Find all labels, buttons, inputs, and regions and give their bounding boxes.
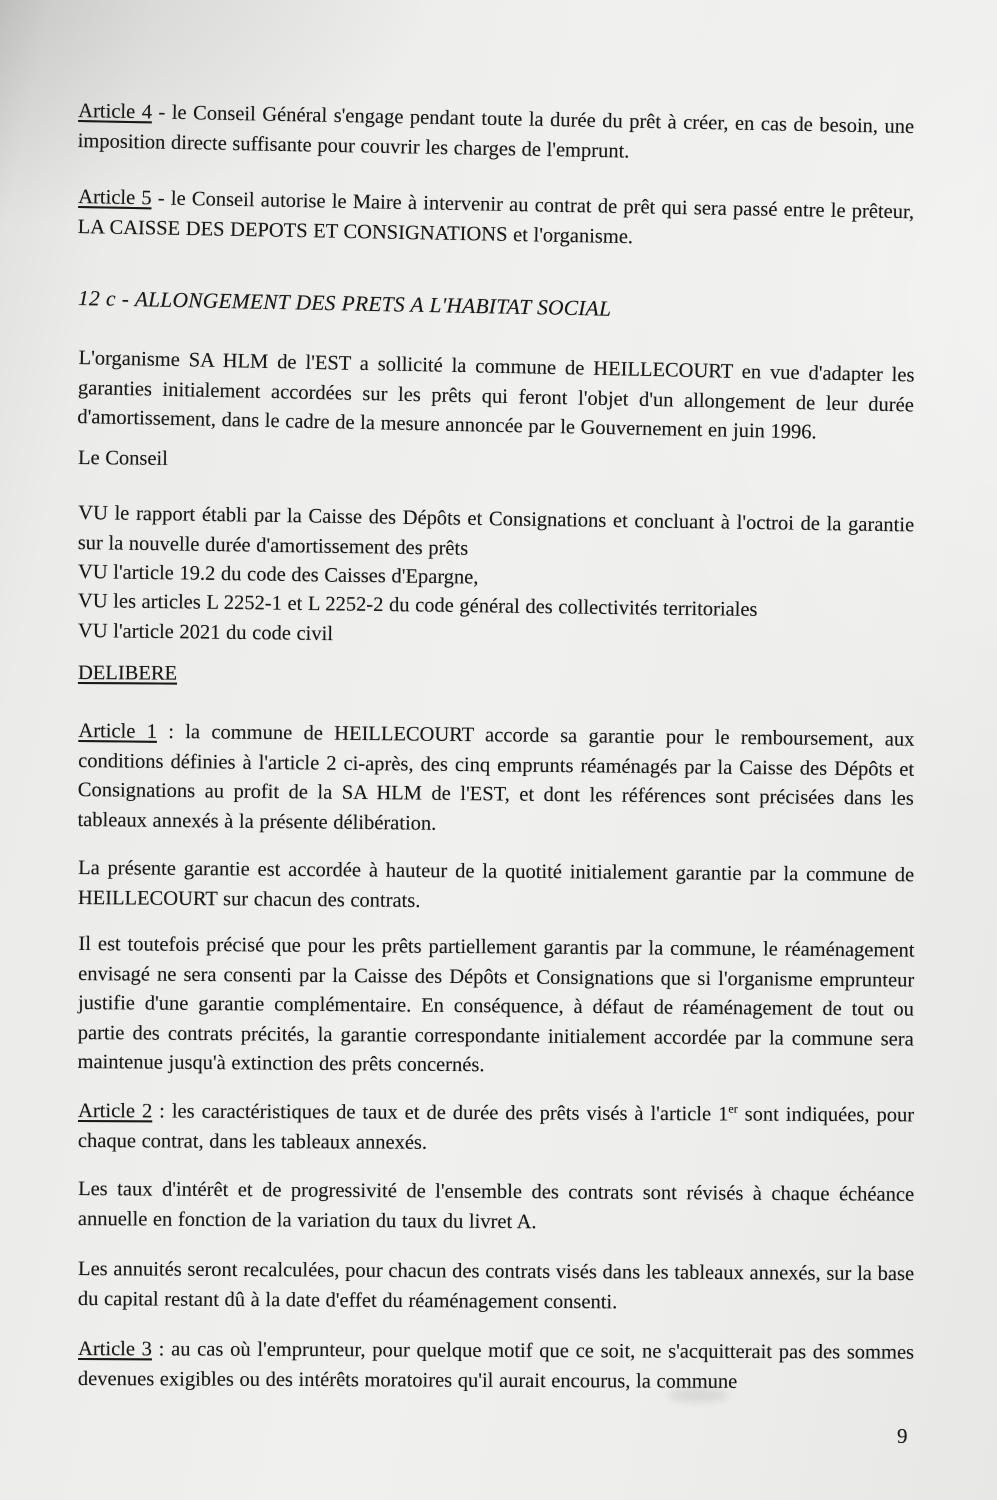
- paragraph-toutefois: Il est toutefois précisé que pour les prêts partiellement garantis par la commune, le réaménagement envisagé ne sera consenti par la Caisse des Dépôts et Consignations que si l'organisme emprunteur justifie d'une garantie complémentaire. En conséquence, à défaut de réaménagement de tout ou partie des contrats précités, la garantie correspondante initialement accordée par la commune sera maintenue jusqu'à extinction des prêts concernés.: [77, 932, 915, 1076]
- article-2-superscript: er: [728, 1101, 738, 1116]
- article-3-text: : au cas où l'emprunteur, pour quelque motif que ce soit, ne s'acquitterait pas des sommes devenues exigibles ou des intérêts moratoires qu'il aurait encourus, la commune: [77, 1338, 915, 1393]
- article-2-text-before-sup: : les caractéristiques de taux et de durée des prêts visés à l'article 1: [152, 1100, 729, 1126]
- paragraph-article-3: [78, 1335, 914, 1398]
- document-content: [78, 97, 914, 1394]
- paragraph-annuites: Les annuités seront recalculées, pour chacun des contrats visés dans les tableaux annexés, sur la base du capital restant dû à la date d'effet du réaménagement consenti.: [77, 1258, 915, 1313]
- paragraph-taux: Les taux d'intérêt et de progressivité de l'ensemble des contrats sont révisés à chaque échéance annuelle en fonction de la variation du taux du livret A.: [77, 1178, 915, 1233]
- paragraph-article-1: [77, 717, 914, 844]
- paragraph-article-4: [77, 97, 914, 172]
- paragraph-intro: L'organisme SA HLM de l'EST a sollicité la commune de HEILLECOURT en vue d'adapter les garanties initialement accordées sur les prêts qui feront l'objet d'un allongement de leur durée d'amortissement, dans le cadre de la mesure annoncée par le Gouvernement en juin 1996.: [77, 346, 915, 443]
- paragraph-garantie-quotite: La présente garantie est accordée à hauteur de la quotité initialement garantie par la commune de HEILLECOURT sur chacun des contrats.: [77, 856, 915, 911]
- delibere-heading: DELIBERE: [77, 662, 178, 685]
- article-2-label: Article 2: [78, 1100, 153, 1123]
- article-1-text: : la commune de HEILLECOURT accorde sa garantie pour le remboursement, aux conditions définies à l'article 2 ci-après, des cinq emprunts réaménagés par la Caisse des Dépôts et Consignations au profit de la SA HLM de l'EST, et dont les références sont précisées dans les tableaux annexés à la présente délibération.: [77, 720, 915, 834]
- article-4-label: Article 4: [78, 100, 153, 124]
- vu-item: VU l'article 2021 du code civil: [77, 619, 334, 645]
- article-2-text-after-sup: sont indiquées, pour chaque contrat, dans les tableaux annexés.: [77, 1103, 915, 1154]
- article-1-label: Article 1: [78, 719, 158, 743]
- vu-item: VU l'article 19.2 du code des Caisses d'Epargne,: [77, 560, 479, 589]
- vu-item: VU les articles L 2252-1 et L 2252-2 du code général des collectivités territoriales: [77, 590, 758, 621]
- paragraph-article-5: [77, 183, 914, 257]
- section-heading: 12 c - ALLONGEMENT DES PRETS A L'HABITAT SOCIAL: [77, 286, 612, 321]
- article-5-label: Article 5: [78, 186, 152, 210]
- article-3-label: Article 3: [78, 1338, 153, 1361]
- paragraph-le-conseil: Le Conseil: [77, 447, 169, 470]
- article-5-text: - le Conseil autorise le Maire à intervenir au contrat de prêt qui sera passé entre le prêteur, LA CAISSE DES DEPOTS ET CONSIGNATIONS et l'organisme.: [77, 187, 915, 248]
- scan-smudge: [668, 1388, 728, 1402]
- paragraph-article-2: [78, 1097, 914, 1160]
- page-number: 9: [897, 1424, 908, 1448]
- vu-list: [78, 499, 914, 647]
- vu-item: VU le rapport établi par la Caisse des Dépôts et Consignations et concluant à l'octroi de la garantie sur la nouvelle durée d'amortissement des prêts: [77, 501, 915, 559]
- article-4-text: - le Conseil Général s'engage pendant toute la durée du prêt à créer, en cas de besoin, une imposition directe suffisante pour couvrir les charges de l'emprunt.: [77, 101, 915, 163]
